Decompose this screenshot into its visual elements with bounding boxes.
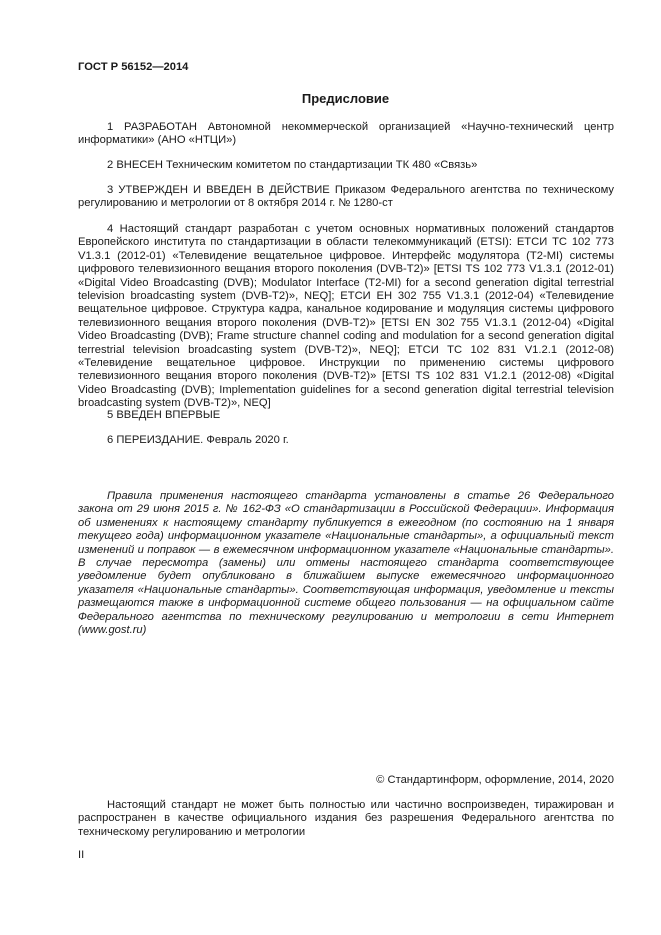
document-id: ГОСТ Р 56152—2014: [78, 61, 189, 73]
reproduction-notice: Настоящий стандарт не может быть полностью или частично воспроизведен, тиражирован и распространен в качестве официального издания без разрешения Федерального агентства по техническому регулированию и метрологии: [78, 799, 614, 838]
paragraph-first-introduced: 5 ВВЕДЕН ВПЕРВЫЕ: [107, 409, 221, 421]
page-number: II: [78, 849, 85, 861]
paragraph-introduced: 2 ВНЕСЕН Техническим комитетом по стандартизации ТК 480 «Связь»: [107, 159, 478, 171]
page-title: Предисловие: [301, 91, 390, 106]
copyright-line: © Стандартинформ, оформление, 2014, 2020: [376, 774, 614, 786]
paragraph-reissue: 6 ПЕРЕИЗДАНИЕ. Февраль 2020 г.: [107, 434, 289, 446]
paragraph-approved: 3 УТВЕРЖДЕН И ВВЕДЕН В ДЕЙСТВИЕ Приказом Федерального агентства по техническому регулированию и метрологии от 8 октября 2014 г. № 1280-ст: [78, 184, 614, 210]
paragraph-developed: 1 РАЗРАБОТАН Автономной некоммерческой организацией «Научно-технический центр информатики» (АНО «НТЦИ»): [78, 121, 614, 147]
rules-notice: Правила применения настоящего стандарта установлены в статье 26 Федерального закона от 29 июня 2015 г. № 162-ФЗ «О стандартизации в Российской Федерации». Информация об изменениях к настоящему стандарту публикуется в ежегодном (по состоянию на 1 января текущего года) информационном указателе «Национальные стандарты», а официальный текст изменений и поправок — в ежемесячном информационном указателе «Национальные стандарты». В случае пересмотра (замены) или отмены настоящего стандарта соответствующее уведомление будет опубликовано в ближайшем выпуске ежемесячного информационного указателя «Национальные стандарты». Соответствующая информация, уведомление и тексты размещаются также в информационной системе общего пользования — на официальном сайте Федерального агентства по техническому регулированию и метрологии в сети Интернет (www.gost.ru): [78, 490, 614, 637]
paragraph-standards-basis: 4 Настоящий стандарт разработан с учетом основных нормативных положений стандартов Европейского института по стандартизации в области телекоммуникаций (ETSI): ЕТСИ ТС 102 773 V1.3.1 (2012-01) «Телевидение вещательное цифровое. Интерфейс модулятора (T2-MI) системы цифрового телевизионного вещания второго поколения (DVB-T2)» [ETSI TS 102 773 V1.3.1 (2012-01) «Digital Video Broadcasting (DVB); Modulator Interface (T2-MI) for a second generation digital terrestrial television broadcasting system (DVB-T2)», NEQ]; ЕТСИ ЕН 302 755 V1.3.1 (2012-04) «Телевидение вещательное цифровое. Структура кадра, канальное кодирование и модуляция системы цифрового телевизионного вещания второго поколения (DVB-T2)» [ETSI EN 302 755 V1.3.1 (2012-04) «Digital Video Broadcasting (DVB); Frame structure channel coding and modulation for a second generation digital terrestrial television broadcasting system (DVB-T2)», NEQ]; ЕТСИ ТС 102 831 V1.2.1 (2012-08) «Телевидение вещательное цифровое. Инструкции по применению системы цифрового телевизионного вещания второго поколения (DVB-T2)» [ETSI TS 102 831 V1.2.1 (2012-08) «Digital Video Broadcasting (DVB); Implementation guidelines for a second generation digital terrestrial television broadcasting system (DVB-T2)», NEQ]: [78, 223, 614, 410]
